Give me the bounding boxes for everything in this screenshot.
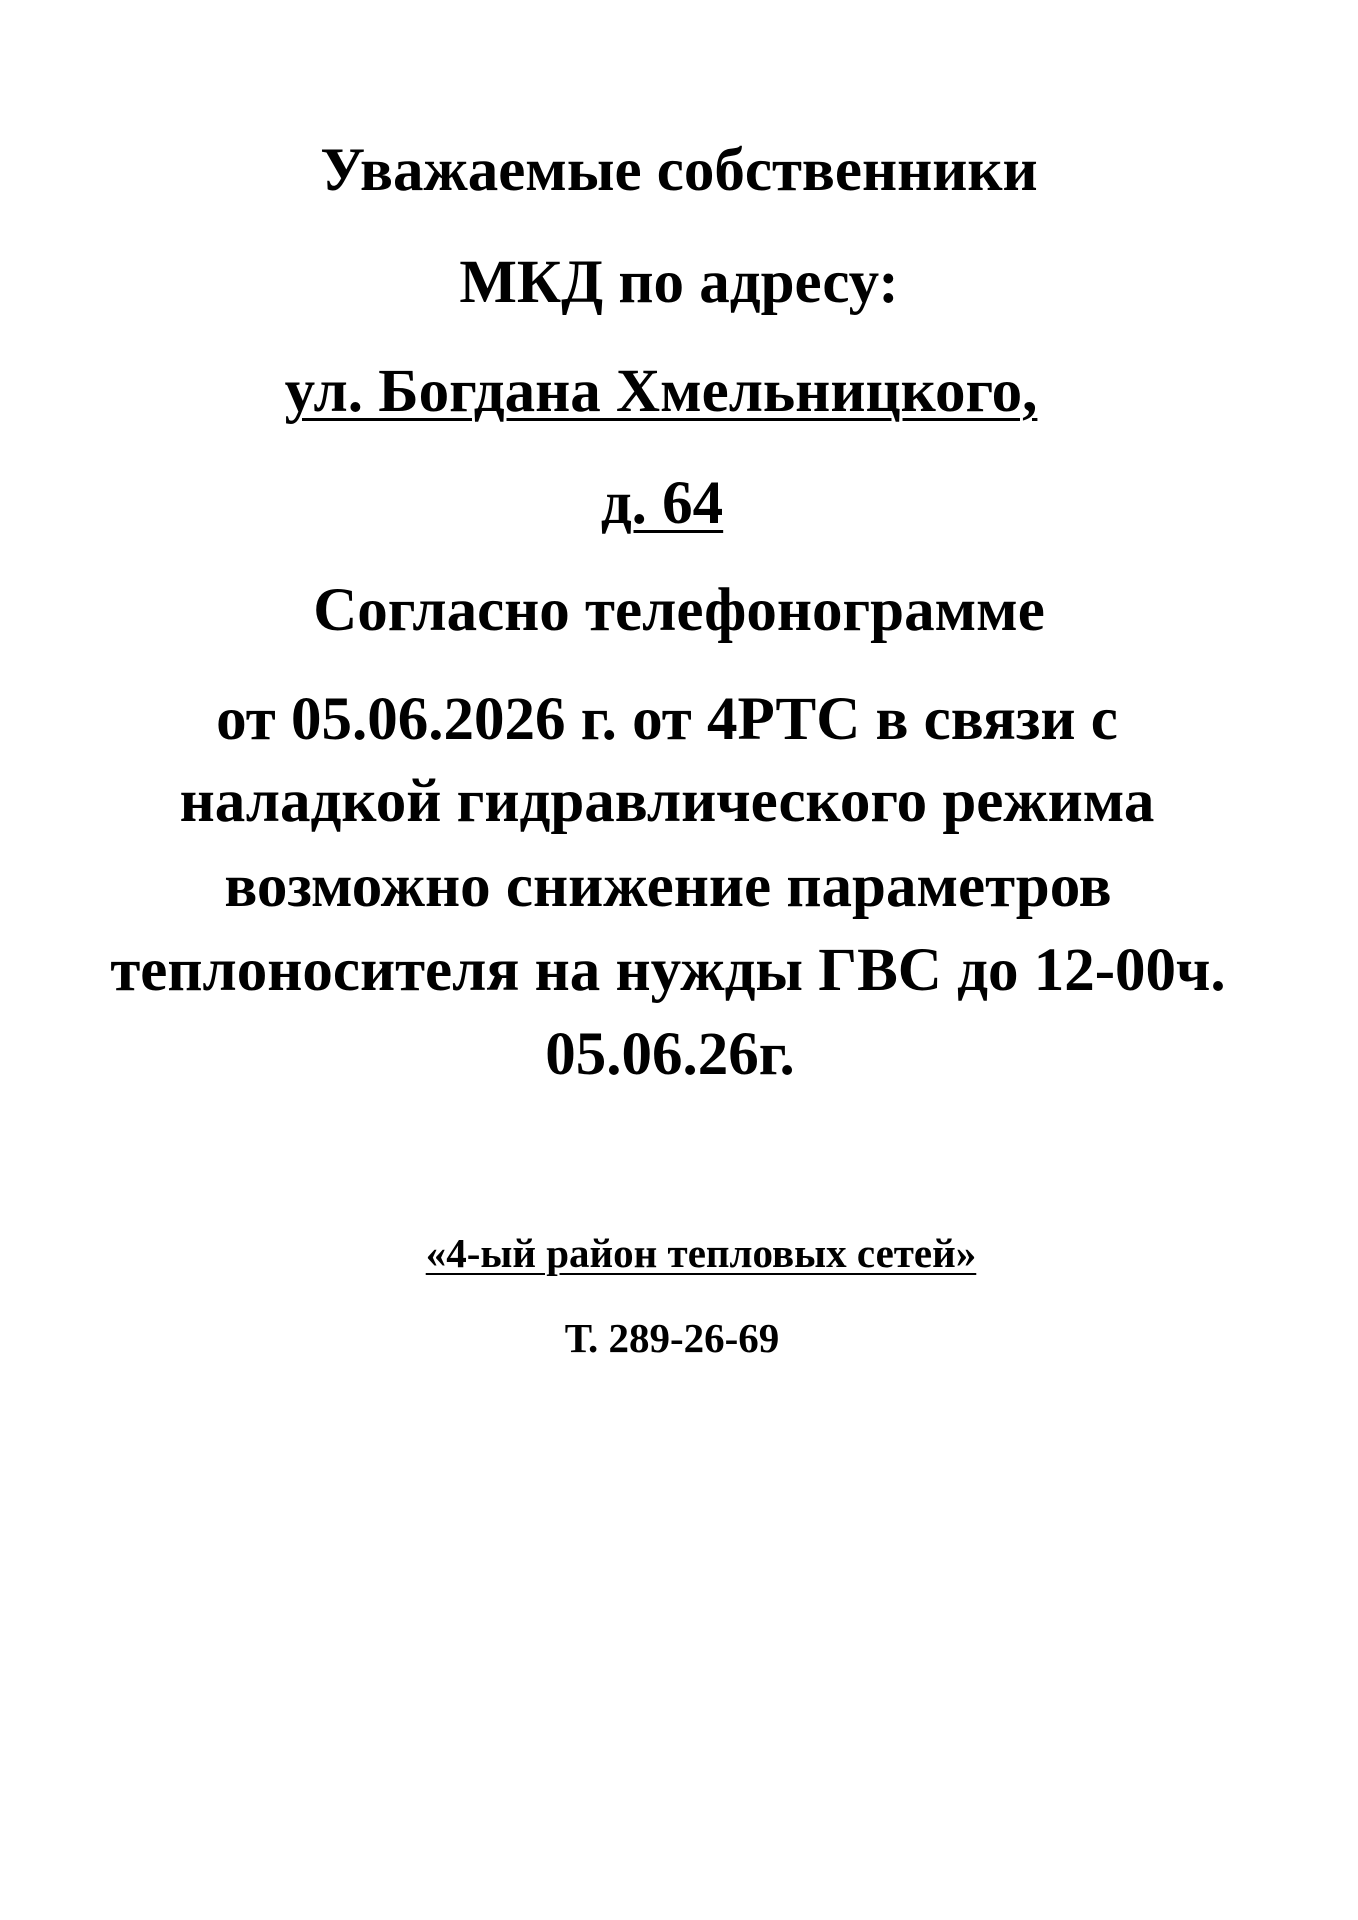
- address-street-text: ул. Богдана Хмельницкого,: [284, 358, 1038, 425]
- organization-text: «4-ый район тепловых сетей»: [425, 1230, 977, 1276]
- body-line-5: теплоносителя на нужды ГВС до 12-00ч.: [110, 937, 1226, 1004]
- greeting-line-2: МКД по адресу:: [459, 249, 899, 316]
- body-line-6: 05.06.26г.: [545, 1021, 795, 1088]
- body-line-3: наладкой гидравлического режима: [179, 768, 1155, 835]
- greeting-line-1: Уважаемые собственники: [320, 137, 1038, 204]
- body-line-1: Согласно телефонограмме: [313, 577, 1045, 644]
- phone: Т. 289-26-69: [564, 1315, 780, 1361]
- body-line-2: от 05.06.2026 г. от 4РТС в связи с: [216, 686, 1118, 753]
- address-street: [0, 358, 1340, 425]
- address-house: [0, 470, 1341, 537]
- address-house-text: д. 64: [600, 470, 724, 537]
- organization: [22, 1230, 1358, 1276]
- body-line-4: возможно снижение параметров: [224, 853, 1112, 920]
